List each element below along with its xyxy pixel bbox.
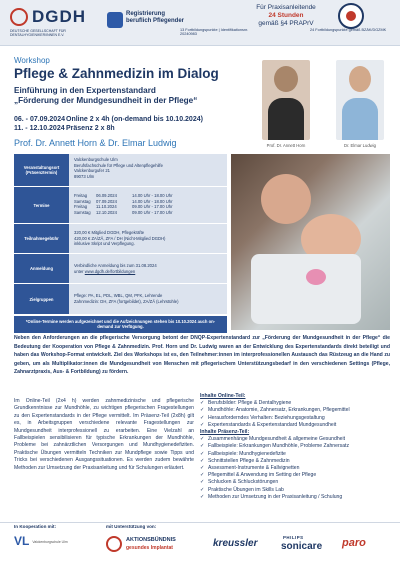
date-line: Samstag 12.10.2024 09.00 Uhr - 17.00 Uhr [74, 209, 173, 215]
date-row: 11. - 12.10.2024 Präsenz 2 x 8h [14, 125, 115, 132]
points-right: 24 Fortbildungspunkte gemäß BZÄK/DGZMK [310, 28, 387, 32]
praxis-box: Für Praxisanleitende 24 Stunden gemäß §4 PRAPrV [256, 4, 316, 27]
registration-icon [107, 12, 123, 28]
intro-paragraph: Neben den Anforderungen an die pflegerische Versorgung betont der DNQP-Expertenstandard zur „Förderung der Mundgesundheit in der Pflege“ die Bedeutung der Kooperation von Pflege & Zahnmedizin. Prof. Horn und Dr. Ludwig waren an der Entwicklung des Expertenstandards direkt beteiligt und haben das Workshop-Format entwickelt. Ziel des Workshops ist es, den Teilnehmer:innen im interprofessionellen Austausch das Rüstzeug an die Hand zu geben, um als Multiplikator:innen die Mundgesundheit von Menschen mit pflegerischem Unterstützungsbedarf in den verschiedenen Settings (Pflege, Zahnarztpraxis, Aus- & Fortbildung) zu fördern. [14, 335, 390, 376]
praesenz-heading: Inhalte Präsenz-Teil: [200, 429, 250, 436]
list-item: ✓ Herausforderndes Verhalten: Beziehungsgestaltung [200, 415, 395, 422]
dgdh-logo: DGDH DEUTSCHE GESELLSCHAFT FÜR DENTALHYGIENIKER/INNEN E.V. [10, 7, 87, 37]
table-row: Zielgruppen Pflege: PA, EL, PDL, WBL, QM, PFK, Lehrende Zahnmedizin: DH, ZFA (fortgebildet), ZA/ZÄ (Lehrstühle) [14, 284, 227, 315]
contents-column [200, 393, 395, 501]
date-line: Freitag 06.09.2024 14.00 Uhr - 18.00 Uhr [74, 193, 173, 198]
tooth-icon [10, 8, 28, 26]
caption-ludwig: Dr. Elmar Ludwig [344, 143, 376, 148]
list-item: ✓ Schnittstellen Pflege & Zahnmedizin [200, 458, 395, 465]
info-table [14, 154, 227, 315]
registration-link[interactable]: www.dgdh.de/fortbildungen [84, 268, 136, 274]
kreussler-logo: kreussler [213, 538, 258, 549]
caption-horn: Prof. Dr. Annett Horn [266, 143, 306, 148]
paro-logo: paro [342, 537, 366, 549]
list-item: ✓ Methoden zur Umsetzung in der Praxisanleitung / Schulung [200, 494, 395, 501]
speakers: Prof. Dr. Annett Horn & Dr. Elmar Ludwig [14, 138, 177, 148]
page-title: Pflege & Zahnmedizin im Dialog [14, 66, 219, 81]
list-item: ✓ Zusammenhänge Mundgesundheit & allgemeine Gesundheit [200, 436, 395, 443]
cooperation-label: In Kooperation mit: [14, 524, 57, 529]
list-item: ✓ Praktische Übungen im Skills Lab [200, 487, 395, 494]
implant-icon [106, 536, 122, 552]
date-row: 06. - 07.09.2024 Online 2 x 4h (on-demand bis 10.10.2024) [14, 116, 203, 123]
sonicare-logo: sonicare [281, 541, 323, 552]
speaker-photo-ludwig [336, 60, 384, 140]
list-item: ✓ Fallbeispiele: Mundhygienedefizite [200, 451, 395, 458]
online-note: *Online-Termine werden aufgezeichnet und die Aufzeichnungen stehen bis 10.10.2024 auch on-demand zur Verfügung. [14, 316, 227, 333]
workshop-photo [231, 154, 390, 330]
philips-logo: PHILIPS [283, 535, 304, 540]
points-left: 13 Fortbildungspunkte | Identifikationsnr. 20240983 [180, 28, 249, 36]
table-row: Termine Freitag 06.09.2024 14.00 Uhr - 18.00 Uhr Samstag 07.09.2024 14.00 Uhr - 18.00 Uhr Freitag 11.10.2024 09.00 Uhr - 17.00 Uhr Samstag 12.10.2024 09.00 Uhr - 17.00 Uhr [14, 187, 227, 224]
intro-line-2: „Förderung der Mundgesundheit in der Pflege“ [14, 96, 198, 105]
list-item: ✓ Pflegemittel & Anwendung im Setting der Pflege [200, 472, 395, 479]
date-line: Freitag 11.10.2024 09.00 Uhr - 17.00 Uhr [74, 204, 173, 210]
table-row: Veranstaltungsort (Präsenztermin) Valckenburgschule Ulm Berufsfachschule für Pflege und Altenpflegehilfe Valckenburgufer 21 89073 Ulm [14, 154, 227, 187]
aktionsbuendnis-logo: AKTIONSBÜNDNIS gesundes Implantat [106, 534, 176, 554]
speaker-photo-horn [262, 60, 310, 140]
workshop-label: Workshop [14, 56, 50, 65]
online-heading: Inhalte Online-Teil: [200, 393, 246, 399]
table-row: Teilnahmegebühr 320,00 € Mitglied DGDH, Pflegekräfte 420,00 € ZA/ZÄ, ZFA / DH (Nicht-Mitglied DGDH) inklusive Skript und Verpflegung. [14, 224, 227, 254]
certification-seal-icon [338, 3, 364, 29]
support-label: mit Unterstützung von: [106, 524, 157, 529]
intro-line-1: Einführung in den Expertenstandard [14, 86, 156, 95]
table-row: Anmeldung Verbindliche Anmeldung bis zum 31.08.2024 unter www.dgdh.de/fortbildungen [14, 254, 227, 284]
list-item: ✓ Mundhöhle: Anatomie, Zahnersatz, Erkrankungen, Pflegemittel [200, 407, 395, 414]
list-item: ✓ Berufsbilder: Pflege & Dentalhygiene [200, 400, 395, 407]
list-item: ✓ Schlucken & Schluckstörungen [200, 479, 395, 486]
valckenburg-logo: VL Valckenburgschule Ulm [14, 534, 68, 548]
list-item: ✓ Assessment-Instrumente & Fallvignetten [200, 465, 395, 472]
date-list [14, 115, 203, 133]
description-column: Im Online-Teil (2x4 h) werden zahnmedizinische und pflegerische Grundkenntnisse zur Mundhöhle, zu wichtigen pflegerischen Fragestellungen zu den Expertenstandards in der Pflege vermittelt. Im Präsenz-Teil (2x8h) gilt es, in Arbeitsgruppen verschiedene relevante Fragestellungen zur Mundgesundheit interprofessionell zu erarbeiten. Eine Vielzahl an Fallbeispielen sensibilisieren für typische Erkrankungen der Mundhöhle, Probleme bei zahnärztlichen Versorgungen und Mundhygienedefiziten. Praktische Übungen vermitteln Techniken zur Mundpflege sowie Tipps und Tricks bei verschiedenen Ausgangssituationen. Es werden zudem bewährte Methoden zur Umsetzung der Praxisanleitung und für Schulungen erläutert. [14, 398, 194, 471]
list-item: ✓ Expertenstandards & Expertenstandard Mundgesundheit [200, 422, 395, 429]
registration-logo: Registrierung beruflich Pflegender [107, 8, 177, 34]
date-line: Samstag 07.09.2024 14.00 Uhr - 18.00 Uhr [74, 198, 173, 204]
list-item: ✓ Fallbeispiele: Erkrankungen Mundhöhle, Probleme Zahnersatz [200, 443, 395, 450]
